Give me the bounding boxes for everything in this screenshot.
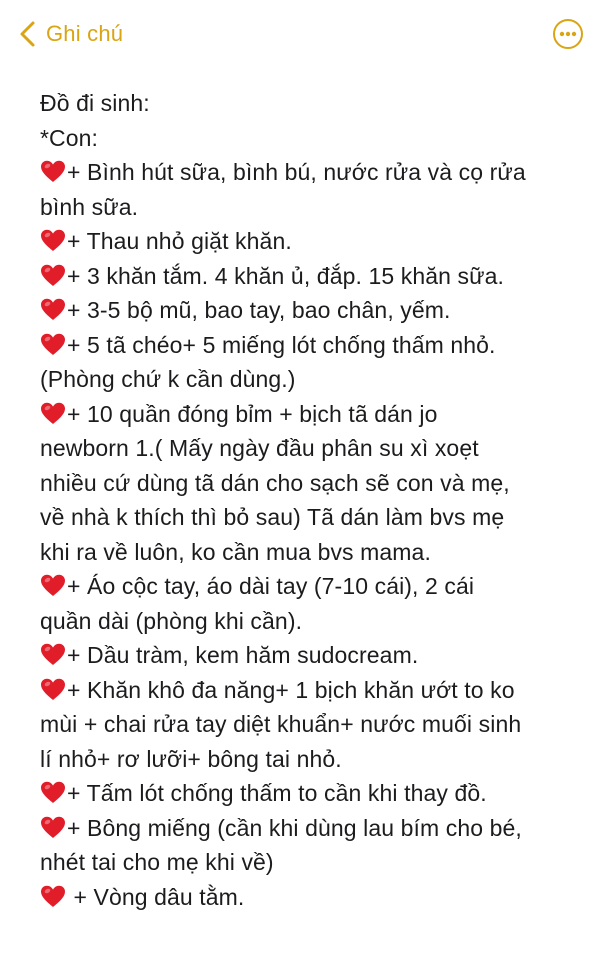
note-line: [40, 259, 606, 294]
note-line-text: + Thau nhỏ giặt khăn.: [67, 228, 292, 254]
red-heart-icon: [40, 781, 66, 804]
note-line-text: nhiều cứ dùng tã dán cho sạch sẽ con và mẹ,: [40, 469, 510, 496]
note-line: [40, 86, 606, 121]
red-heart-icon: [40, 574, 66, 597]
note-line-text: về nhà k thích thì bỏ sau) Tã dán làm bvs mẹ: [40, 504, 505, 530]
note-line-text: + Bình hút sữa, bình bú, nước rửa và cọ rửa: [67, 159, 526, 185]
note-line-text: mùi + chai rửa tay diệt khuẩn+ nước muối sinh: [40, 711, 522, 737]
note-line: [40, 500, 606, 535]
note-line: [40, 224, 606, 259]
note-line-text: bình sữa.: [40, 193, 139, 220]
note-line-text: + Bông miếng (cần khi dùng lau bím cho bé,: [67, 814, 522, 841]
note-line-text: newborn 1.( Mấy ngày đầu phân su xì xoẹt: [40, 435, 479, 461]
note-line: [40, 604, 606, 639]
note-line: [40, 431, 606, 466]
note-line-text: lí nhỏ+ rơ lưỡi+ bông tai nhỏ.: [40, 745, 342, 772]
note-line-text: + 5 tã chéo+ 5 miếng lót chống thấm nhỏ.: [67, 331, 496, 358]
note-line-text: khi ra về luôn, ko cần mua bvs mama.: [40, 538, 431, 565]
note-line-text: + Vòng dâu tằm.: [67, 883, 245, 910]
note-line-text: + 10 quần đóng bỉm + bịch tã dán jo: [67, 400, 438, 427]
back-button[interactable]: [16, 16, 123, 52]
note-line: [40, 673, 606, 708]
note-line: [40, 155, 606, 190]
note-line-text: + 3 khăn tắm. 4 khăn ủ, đắp. 15 khăn sữa.: [67, 262, 504, 289]
note-line: [40, 569, 606, 604]
red-heart-icon: [40, 298, 66, 321]
note-line-text: + Tấm lót chống thấm to cần khi thay đồ.: [67, 780, 487, 806]
red-heart-icon: [40, 160, 66, 183]
note-line-text: nhét tai cho mẹ khi về): [40, 849, 274, 875]
note-line: [40, 328, 606, 363]
note-line: [40, 293, 606, 328]
note-line: [40, 466, 606, 501]
note-line: [40, 638, 606, 673]
note-line-text: + Dầu tràm, kem hăm sudocream.: [67, 642, 419, 668]
note-line: [40, 707, 606, 742]
navigation-bar: [0, 0, 616, 70]
red-heart-icon: [40, 264, 66, 287]
note-line: [40, 880, 606, 915]
red-heart-icon: [40, 885, 66, 908]
note-line-text: Đồ đi sinh:: [40, 90, 150, 116]
chevron-left-icon: [16, 19, 40, 49]
note-line: [40, 776, 606, 811]
red-heart-icon: [40, 643, 66, 666]
ellipsis-circle-icon[interactable]: [552, 18, 584, 50]
back-button-label: Ghi chú: [46, 21, 124, 46]
note-line: [40, 397, 606, 432]
note-line: [40, 535, 606, 570]
note-line: [40, 190, 606, 225]
note-line: [40, 121, 606, 156]
note-line-text: *Con:: [40, 124, 99, 151]
red-heart-icon: [40, 816, 66, 839]
note-line: [40, 362, 606, 397]
note-line: [40, 811, 606, 846]
note-line: [40, 845, 606, 880]
red-heart-icon: [40, 402, 66, 425]
note-line-text: + 3-5 bộ mũ, bao tay, bao chân, yếm.: [67, 297, 451, 323]
red-heart-icon: [40, 678, 66, 701]
note-line-text: quần dài (phòng khi cần).: [40, 607, 303, 634]
note-line-text: (Phòng chứ k cần dùng.): [40, 366, 296, 392]
red-heart-icon: [40, 333, 66, 356]
note-line: [40, 742, 606, 777]
note-body[interactable]: [40, 86, 606, 914]
note-line-text: + Áo cộc tay, áo dài tay (7-10 cái), 2 cái: [67, 573, 475, 599]
note-line-text: + Khăn khô đa năng+ 1 bịch khăn ướt to ko: [67, 676, 515, 703]
red-heart-icon: [40, 229, 66, 252]
